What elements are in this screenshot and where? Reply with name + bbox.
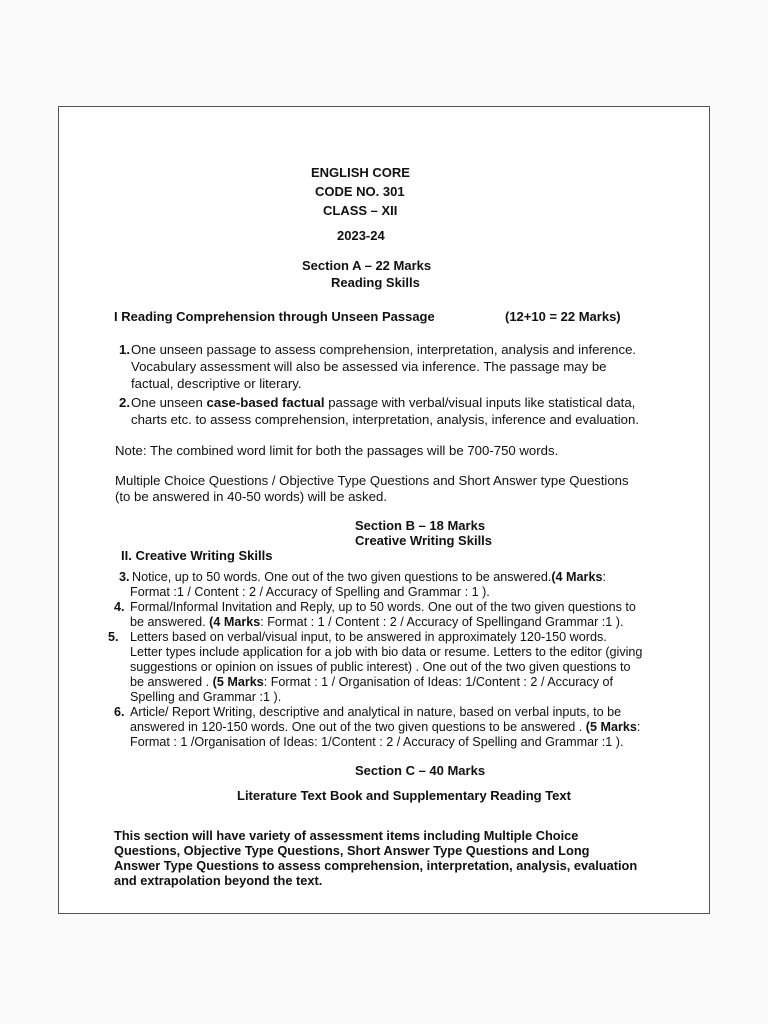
subject-title: ENGLISH CORE: [311, 165, 410, 180]
item-line: Vocabulary assessment will also be assessed via inference. The passage may be: [131, 359, 607, 374]
text-run-bold: case-based factual: [206, 395, 325, 410]
item-line: factual, descriptive or literary.: [131, 376, 302, 391]
item-number: 5.: [108, 630, 119, 644]
item-line: [130, 615, 624, 630]
paragraph-line: Questions, Objective Type Questions, Short Answer Type Questions and Long: [114, 843, 590, 858]
item-line: Spelling and Grammar :1 ).: [130, 690, 282, 704]
paragraph-line: and extrapolation beyond the text.: [114, 873, 323, 888]
item-line: Formal/Informal Invitation and Reply, up to 50 words. One out of the two given questions to: [130, 600, 636, 614]
item-line: One unseen passage to assess comprehension, interpretation, analysis and inference.: [131, 342, 637, 357]
item-line: [132, 570, 606, 585]
text-run: Notice, up to 50 words. One out of the two given questions to be answered.: [132, 570, 552, 584]
text-run: One unseen: [131, 395, 207, 410]
item-number: 1.: [119, 342, 130, 357]
text-run-bold: (4 Marks: [551, 570, 603, 584]
text-run: : Format : 1 / Organisation of Ideas: 1/Content : 2 / Accuracy of: [263, 675, 614, 689]
section-c-title: Section C – 40 Marks: [355, 763, 486, 778]
item-number: 3.: [119, 570, 130, 584]
section-b-subtitle: Creative Writing Skills: [355, 533, 493, 548]
question-types-line1: Multiple Choice Questions / Objective Type Questions and Short Answer type Questions: [115, 473, 629, 488]
document-page: [58, 106, 710, 914]
paragraph-line: Answer Type Questions to assess comprehension, interpretation, analysis, evaluation: [114, 858, 638, 873]
text-run-bold: (5 Marks: [212, 675, 264, 689]
text-run: passage with verbal/visual inputs like statistical data,: [324, 395, 636, 410]
item-line: Letters based on verbal/visual input, to be answered in approximately 120-150 words.: [130, 630, 607, 644]
item-number: 6.: [114, 705, 125, 719]
paragraph-line: This section will have variety of assessment items including Multiple Choice: [114, 828, 579, 843]
text-run: : Format : 1 / Content : 2 / Accuracy of Spellingand Grammar :1 ).: [260, 615, 624, 629]
item-number: 4.: [114, 600, 125, 614]
item-line: charts etc. to assess comprehension, interpretation, analysis, inference and evaluation.: [131, 412, 640, 427]
item-line: suggestions or opinion on issues of public interest) . One out of the two given questions to: [130, 660, 631, 674]
section-a-subtitle: Reading Skills: [331, 275, 420, 290]
item-line: [130, 675, 613, 690]
reading-heading-marks: (12+10 = 22 Marks): [505, 309, 621, 324]
academic-year: 2023-24: [337, 228, 385, 243]
word-limit-note: Note: The combined word limit for both the passages will be 700-750 words.: [115, 443, 559, 458]
item-line: Article/ Report Writing, descriptive and analytical in nature, based on verbal inputs, to be: [130, 705, 622, 719]
code-number: CODE NO. 301: [315, 184, 405, 199]
creative-writing-heading: II. Creative Writing Skills: [121, 548, 273, 563]
item-line: Format :1 / Content : 2 / Accuracy of Spelling and Grammar : 1 ).: [130, 585, 490, 599]
section-c-paragraph: [114, 828, 676, 888]
reading-heading: I Reading Comprehension through Unseen Passage: [114, 309, 435, 324]
item-line: [131, 394, 635, 411]
item-line: [130, 720, 640, 735]
section-b-title: Section B – 18 Marks: [355, 518, 486, 533]
class-label: CLASS – XII: [323, 203, 398, 218]
text-run: be answered.: [130, 615, 210, 629]
section-c-subtitle: Literature Text Book and Supplementary Reading Text: [237, 788, 571, 803]
section-a-title: Section A – 22 Marks: [302, 258, 432, 273]
item-line: Format : 1 /Organisation of Ideas: 1/Content : 2 / Accuracy of Spelling and Grammar :1 ).: [130, 735, 624, 749]
text-run: answered in 120-150 words. One out of the two given questions to be answered .: [130, 720, 586, 734]
text-run-bold: (4 Marks: [209, 615, 261, 629]
item-line: Letter types include application for a job with bio data or resume. Letters to the editor (giving: [130, 645, 643, 659]
text-run: :: [636, 720, 641, 734]
question-types-line2: (to be answered in 40-50 words) will be asked.: [115, 489, 387, 504]
text-run: be answered .: [130, 675, 213, 689]
text-run-bold: (5 Marks: [585, 720, 637, 734]
item-number: 2.: [119, 395, 130, 410]
text-run: :: [602, 570, 606, 584]
